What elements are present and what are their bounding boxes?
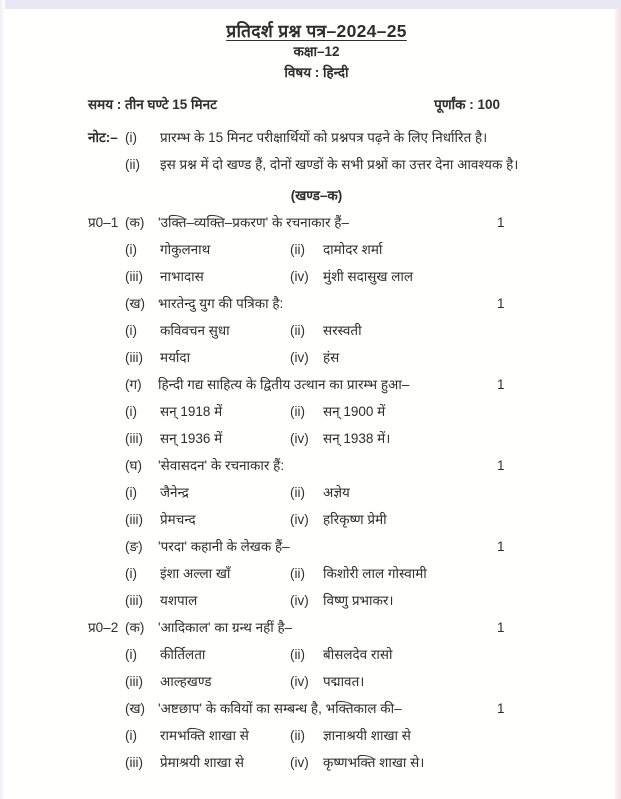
page-edge-right — [615, 9, 621, 799]
option-number: (i) — [125, 647, 137, 662]
page-title: प्रतिदर्श प्रश्न पत्र–2024–25 — [226, 21, 407, 41]
question-part-header — [88, 619, 545, 646]
option-number: (ii) — [290, 485, 305, 500]
note-item — [88, 156, 545, 174]
option-text: मर्यादा — [160, 350, 191, 365]
option-number: (iii) — [125, 269, 143, 284]
question-part-marks: 1 — [497, 620, 505, 635]
option-number: (i) — [125, 566, 137, 581]
question-part — [88, 619, 545, 700]
question-part-header — [88, 700, 545, 727]
option-text: कविवचन सुधा — [160, 323, 230, 338]
options-row — [88, 646, 545, 673]
option-number: (ii) — [290, 242, 305, 257]
note-text: प्रारम्भ के 15 मिनट परीक्षार्थियों को प्रश्नपत्र पढ़ने के लिए निर्धारित है। — [160, 130, 488, 145]
option-number: (iii) — [125, 674, 143, 689]
option-text: सन् 1918 में — [160, 404, 223, 419]
total-marks-label: पूर्णांक : 100 — [434, 97, 500, 112]
option-text: गोकुलनाथ — [160, 242, 211, 257]
question-part-letter: (ख) — [125, 296, 146, 311]
option-number: (i) — [125, 485, 137, 500]
option-text: सन् 1936 में — [160, 431, 223, 446]
note-text: इस प्रश्न में दो खण्ड हैं, दोनों खण्डों के सभी प्रश्नों का उत्तर देना आवश्यक है। — [160, 157, 519, 172]
option-number: (iii) — [125, 431, 143, 446]
question-number: प्र0–2 — [88, 620, 119, 635]
options-row — [88, 322, 545, 349]
option-text: रामभक्ति शाखा से — [160, 728, 249, 743]
option-number: (ii) — [290, 404, 305, 419]
option-text: नाभादास — [160, 269, 204, 284]
option-text: दामोदर शर्मा — [323, 242, 383, 257]
question-part-letter: (क) — [125, 215, 145, 230]
question-part-header — [88, 295, 545, 322]
section-heading: (खण्ड–क) — [290, 188, 343, 203]
question-part-marks: 1 — [497, 458, 505, 473]
option-text: सन् 1938 में। — [323, 431, 391, 446]
question-part-header — [88, 457, 545, 484]
question-part-marks: 1 — [497, 296, 505, 311]
options-row — [88, 241, 545, 268]
options-row — [88, 403, 545, 430]
option-text: कृष्णभक्ति शाखा से। — [323, 755, 425, 770]
question-part-letter: (घ) — [125, 458, 142, 473]
options-row — [88, 754, 545, 781]
question-part-text: 'परदा' कहानी के लेखक हैं– — [158, 539, 290, 554]
question-number: प्र0–1 — [88, 215, 119, 230]
option-number: (iv) — [290, 350, 309, 365]
option-number: (ii) — [290, 728, 305, 743]
notes-section — [88, 129, 545, 174]
options-row — [88, 673, 545, 700]
options-row — [88, 268, 545, 295]
page-edge-top — [0, 0, 621, 9]
question-part-letter: (क) — [125, 620, 145, 635]
question-part-header — [88, 538, 545, 565]
option-text: हंस — [323, 350, 340, 365]
option-number: (iv) — [290, 593, 309, 608]
question-part-marks: 1 — [497, 539, 505, 554]
option-number: (iv) — [290, 755, 309, 770]
option-text: प्रेमाश्रयी शाखा से — [160, 755, 244, 770]
question-part-letter: (ख) — [125, 701, 146, 716]
meta-row — [88, 96, 545, 114]
question-part-marks: 1 — [497, 377, 505, 392]
question-part-letter: (ग) — [125, 377, 142, 392]
note-item — [88, 129, 545, 147]
class-line: कक्षा–12 — [293, 44, 340, 59]
question-part-marks: 1 — [497, 701, 505, 716]
question-part-text: 'उक्ति–व्यक्ति–प्रकरण' के रचनाकार हैं– — [158, 215, 349, 230]
option-text: ज्ञानाश्रयी शाखा से — [323, 728, 411, 743]
option-text: मुंशी सदासुख लाल — [323, 269, 414, 284]
options-row — [88, 727, 545, 754]
option-text: कीर्तिलता — [160, 647, 206, 662]
option-text: यशपाल — [160, 593, 198, 608]
option-number: (ii) — [290, 323, 305, 338]
option-text: आल्हखण्ड — [160, 674, 212, 689]
options-row — [88, 484, 545, 511]
options-row — [88, 430, 545, 457]
note-number: (i) — [125, 130, 137, 145]
subject-line: विषय : हिन्दी — [284, 65, 349, 80]
question-part — [88, 295, 545, 376]
questions-list — [88, 214, 545, 781]
options-row — [88, 565, 545, 592]
option-number: (ii) — [290, 647, 305, 662]
options-row — [88, 349, 545, 376]
option-number: (iii) — [125, 755, 143, 770]
option-number: (iii) — [125, 350, 143, 365]
option-text: बीसलदेव रासो — [323, 647, 393, 662]
option-text: सरस्वती — [323, 323, 362, 338]
option-text: पद्मावत। — [323, 674, 365, 689]
option-number: (iv) — [290, 512, 309, 527]
question-part — [88, 214, 545, 295]
option-number: (ii) — [290, 566, 305, 581]
option-text: प्रेमचन्द — [160, 512, 196, 527]
question-part-marks: 1 — [497, 215, 505, 230]
option-text: विष्णु प्रभाकर। — [323, 593, 394, 608]
question-part-letter: (ङ) — [125, 539, 143, 554]
question-part-header — [88, 376, 545, 403]
options-row — [88, 511, 545, 538]
question-part-text: 'आदिकाल' का ग्रन्थ नहीं है– — [158, 620, 293, 635]
question-part-text: भारतेन्दु युग की पत्रिका है: — [158, 296, 284, 311]
note-label: नोट:– — [88, 130, 118, 145]
question-part — [88, 538, 545, 619]
question-part — [88, 700, 545, 781]
option-number: (i) — [125, 242, 137, 257]
option-number: (iii) — [125, 593, 143, 608]
option-number: (i) — [125, 728, 137, 743]
option-text: अज्ञेय — [323, 485, 350, 500]
question-part — [88, 376, 545, 457]
option-number: (i) — [125, 323, 137, 338]
time-allowed-label: समय : तीन घण्टे 15 मिनट — [88, 97, 217, 112]
option-text: हरिकृष्ण प्रेमी — [323, 512, 387, 527]
question-part-text: 'अष्टछाप' के कवियों का सम्बन्ध है, भक्तिकाल की– — [158, 701, 402, 716]
option-number: (iv) — [290, 674, 309, 689]
question-part-text: हिन्दी गद्य साहित्य के द्वितीय उत्थान का प्रारम्भ हुआ– — [158, 377, 410, 392]
note-number: (ii) — [125, 157, 140, 172]
options-row — [88, 592, 545, 619]
paper-content — [88, 22, 545, 781]
option-number: (iv) — [290, 431, 309, 446]
option-text: सन् 1900 में — [323, 404, 386, 419]
page-edge-left — [0, 0, 5, 799]
option-number: (i) — [125, 404, 137, 419]
option-text: किशोरी लाल गोस्वामी — [323, 566, 427, 581]
option-number: (iv) — [290, 269, 309, 284]
option-text: इंशा अल्ला खाँ — [160, 566, 231, 581]
question-part — [88, 457, 545, 538]
option-text: जैनेन्द्र — [160, 485, 189, 500]
option-number: (iii) — [125, 512, 143, 527]
question-part-header — [88, 214, 545, 241]
question-part-text: 'सेवासदन' के रचनाकार हैं: — [158, 458, 285, 473]
